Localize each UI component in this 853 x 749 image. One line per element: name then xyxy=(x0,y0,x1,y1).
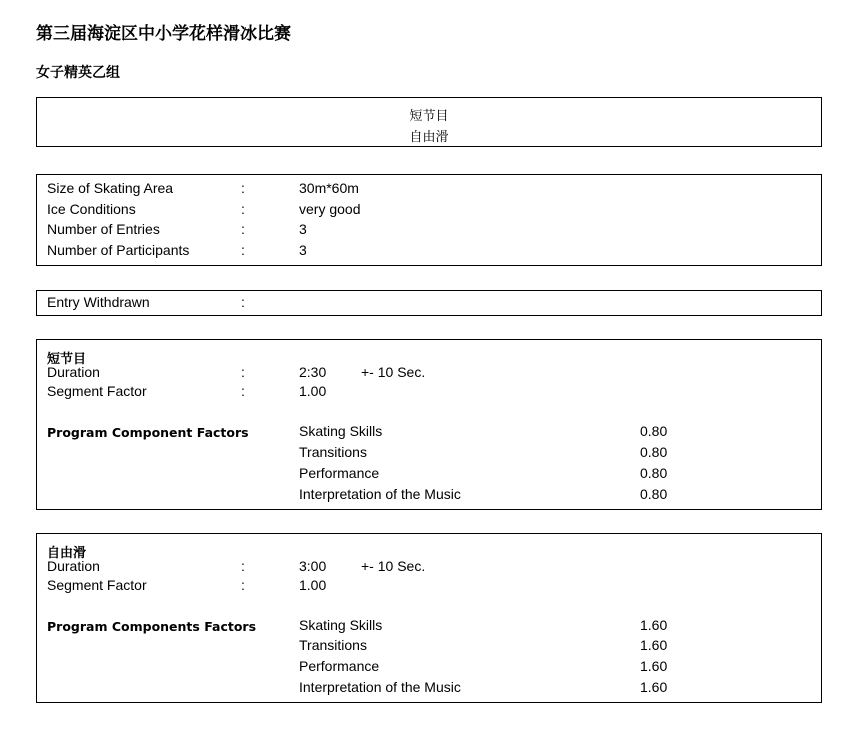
duration-colon: : xyxy=(241,558,245,574)
duration-tolerance: +- 10 Sec. xyxy=(361,558,426,574)
segment-factor-label: Segment Factor xyxy=(47,577,147,593)
duration-value: 2:30 xyxy=(299,364,327,380)
duration-value: 3:00 xyxy=(299,558,327,574)
info-label: Size of Skating Area xyxy=(47,180,174,196)
component-name: Skating Skills xyxy=(299,617,383,633)
info-value: 3 xyxy=(299,242,307,258)
duration-colon: : xyxy=(241,364,245,380)
component-factor: 1.60 xyxy=(640,658,668,674)
short-program-box xyxy=(36,339,822,510)
page-title: 第三届海淀区中小学花样滑冰比赛 xyxy=(36,24,291,44)
info-colon: : xyxy=(241,180,245,196)
segments-box xyxy=(36,97,822,147)
segment-factor-value: 1.00 xyxy=(299,383,327,399)
pcf-title: Program Component Factors xyxy=(47,425,249,440)
segment-factor-label: Segment Factor xyxy=(47,383,147,399)
component-name: Transitions xyxy=(299,637,367,653)
component-factor: 0.80 xyxy=(640,465,668,481)
segment-name-short: 短节目 xyxy=(409,109,449,124)
component-name: Transitions xyxy=(299,444,367,460)
info-value: very good xyxy=(299,201,361,217)
component-factor: 1.60 xyxy=(640,617,668,633)
segment-factor-colon: : xyxy=(241,577,245,593)
info-label: Ice Conditions xyxy=(47,201,136,217)
duration-tolerance: +- 10 Sec. xyxy=(361,364,426,380)
segment-factor-colon: : xyxy=(241,383,245,399)
info-colon: : xyxy=(241,201,245,217)
component-factor: 0.80 xyxy=(640,486,668,502)
info-colon: : xyxy=(241,242,245,258)
component-name: Skating Skills xyxy=(299,423,383,439)
section-heading: 短节目 xyxy=(47,352,87,367)
category-title: 女子精英乙组 xyxy=(36,65,120,81)
segment-factor-value: 1.00 xyxy=(299,577,327,593)
info-label: Number of Participants xyxy=(47,242,190,258)
withdrawn-box xyxy=(36,290,822,316)
info-colon: : xyxy=(241,221,245,237)
section-heading: 自由滑 xyxy=(47,546,87,561)
free-skating-box xyxy=(36,533,822,703)
component-name: Interpretation of the Music xyxy=(299,679,461,695)
event-info-box xyxy=(36,174,822,266)
info-value: 30m*60m xyxy=(299,180,359,196)
component-name: Performance xyxy=(299,465,380,481)
info-label: Number of Entries xyxy=(47,221,160,237)
withdrawn-label: Entry Withdrawn xyxy=(47,294,150,310)
component-factor: 1.60 xyxy=(640,679,668,695)
withdrawn-colon: : xyxy=(241,294,245,310)
duration-label: Duration xyxy=(47,558,100,574)
pcf-title: Program Components Factors xyxy=(47,619,257,634)
segment-name-free: 自由滑 xyxy=(409,130,449,145)
info-value: 3 xyxy=(299,221,307,237)
component-name: Interpretation of the Music xyxy=(299,486,461,502)
duration-label: Duration xyxy=(47,364,100,380)
component-factor: 1.60 xyxy=(640,637,668,653)
component-factor: 0.80 xyxy=(640,423,668,439)
component-factor: 0.80 xyxy=(640,444,668,460)
component-name: Performance xyxy=(299,658,380,674)
